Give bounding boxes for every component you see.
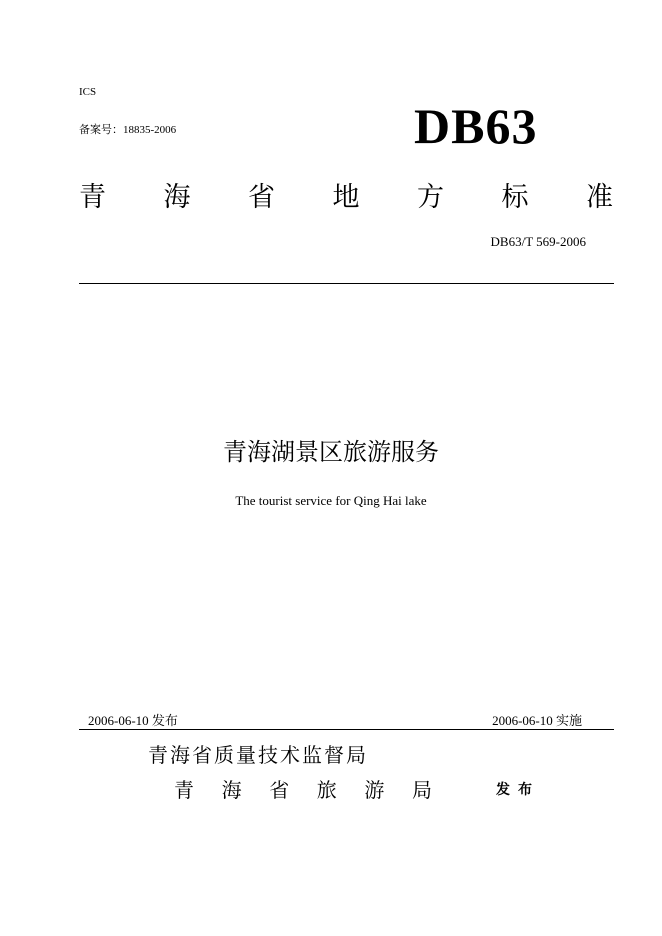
standard-kind xyxy=(79,175,613,214)
issuer-secondary-char: 旅 xyxy=(316,778,337,802)
bottom-divider xyxy=(79,729,614,730)
implementation-date: 2006-06-10 实施 xyxy=(492,713,582,728)
standard-kind-char: 海 xyxy=(163,182,191,213)
issuer-secondary-char: 局 xyxy=(411,778,432,802)
issue-date: 2006-06-10 发布 xyxy=(88,713,178,728)
standard-kind-char: 方 xyxy=(417,182,444,213)
issuer-secondary-char: 游 xyxy=(364,778,385,802)
issuer-primary: 青海省质量技术监督局 xyxy=(148,743,368,767)
standard-kind-char: 标 xyxy=(501,182,529,213)
document-title-cn: 青海湖景区旅游服务 xyxy=(223,438,439,466)
standard-kind-char: 青 xyxy=(79,182,106,213)
document-title-en: The tourist service for Qing Hai lake xyxy=(235,493,427,508)
issuer-secondary-char: 省 xyxy=(269,778,290,802)
issuer-secondary-char: 海 xyxy=(221,778,242,802)
standard-code: DB63 xyxy=(414,98,538,154)
standard-kind-char: 地 xyxy=(332,182,360,213)
standard-kind-char: 准 xyxy=(586,182,613,213)
ics-label: ICS xyxy=(79,86,97,98)
record-number: 备案号：18835-2006 xyxy=(79,124,177,136)
issuer-secondary-char: 青 xyxy=(174,778,194,802)
issuer-secondary xyxy=(174,774,432,803)
publish-label: 发布 xyxy=(496,782,540,798)
standard-kind-char: 省 xyxy=(248,182,275,213)
top-divider xyxy=(79,283,614,284)
standard-number: DB63/T 569-2006 xyxy=(490,234,586,249)
